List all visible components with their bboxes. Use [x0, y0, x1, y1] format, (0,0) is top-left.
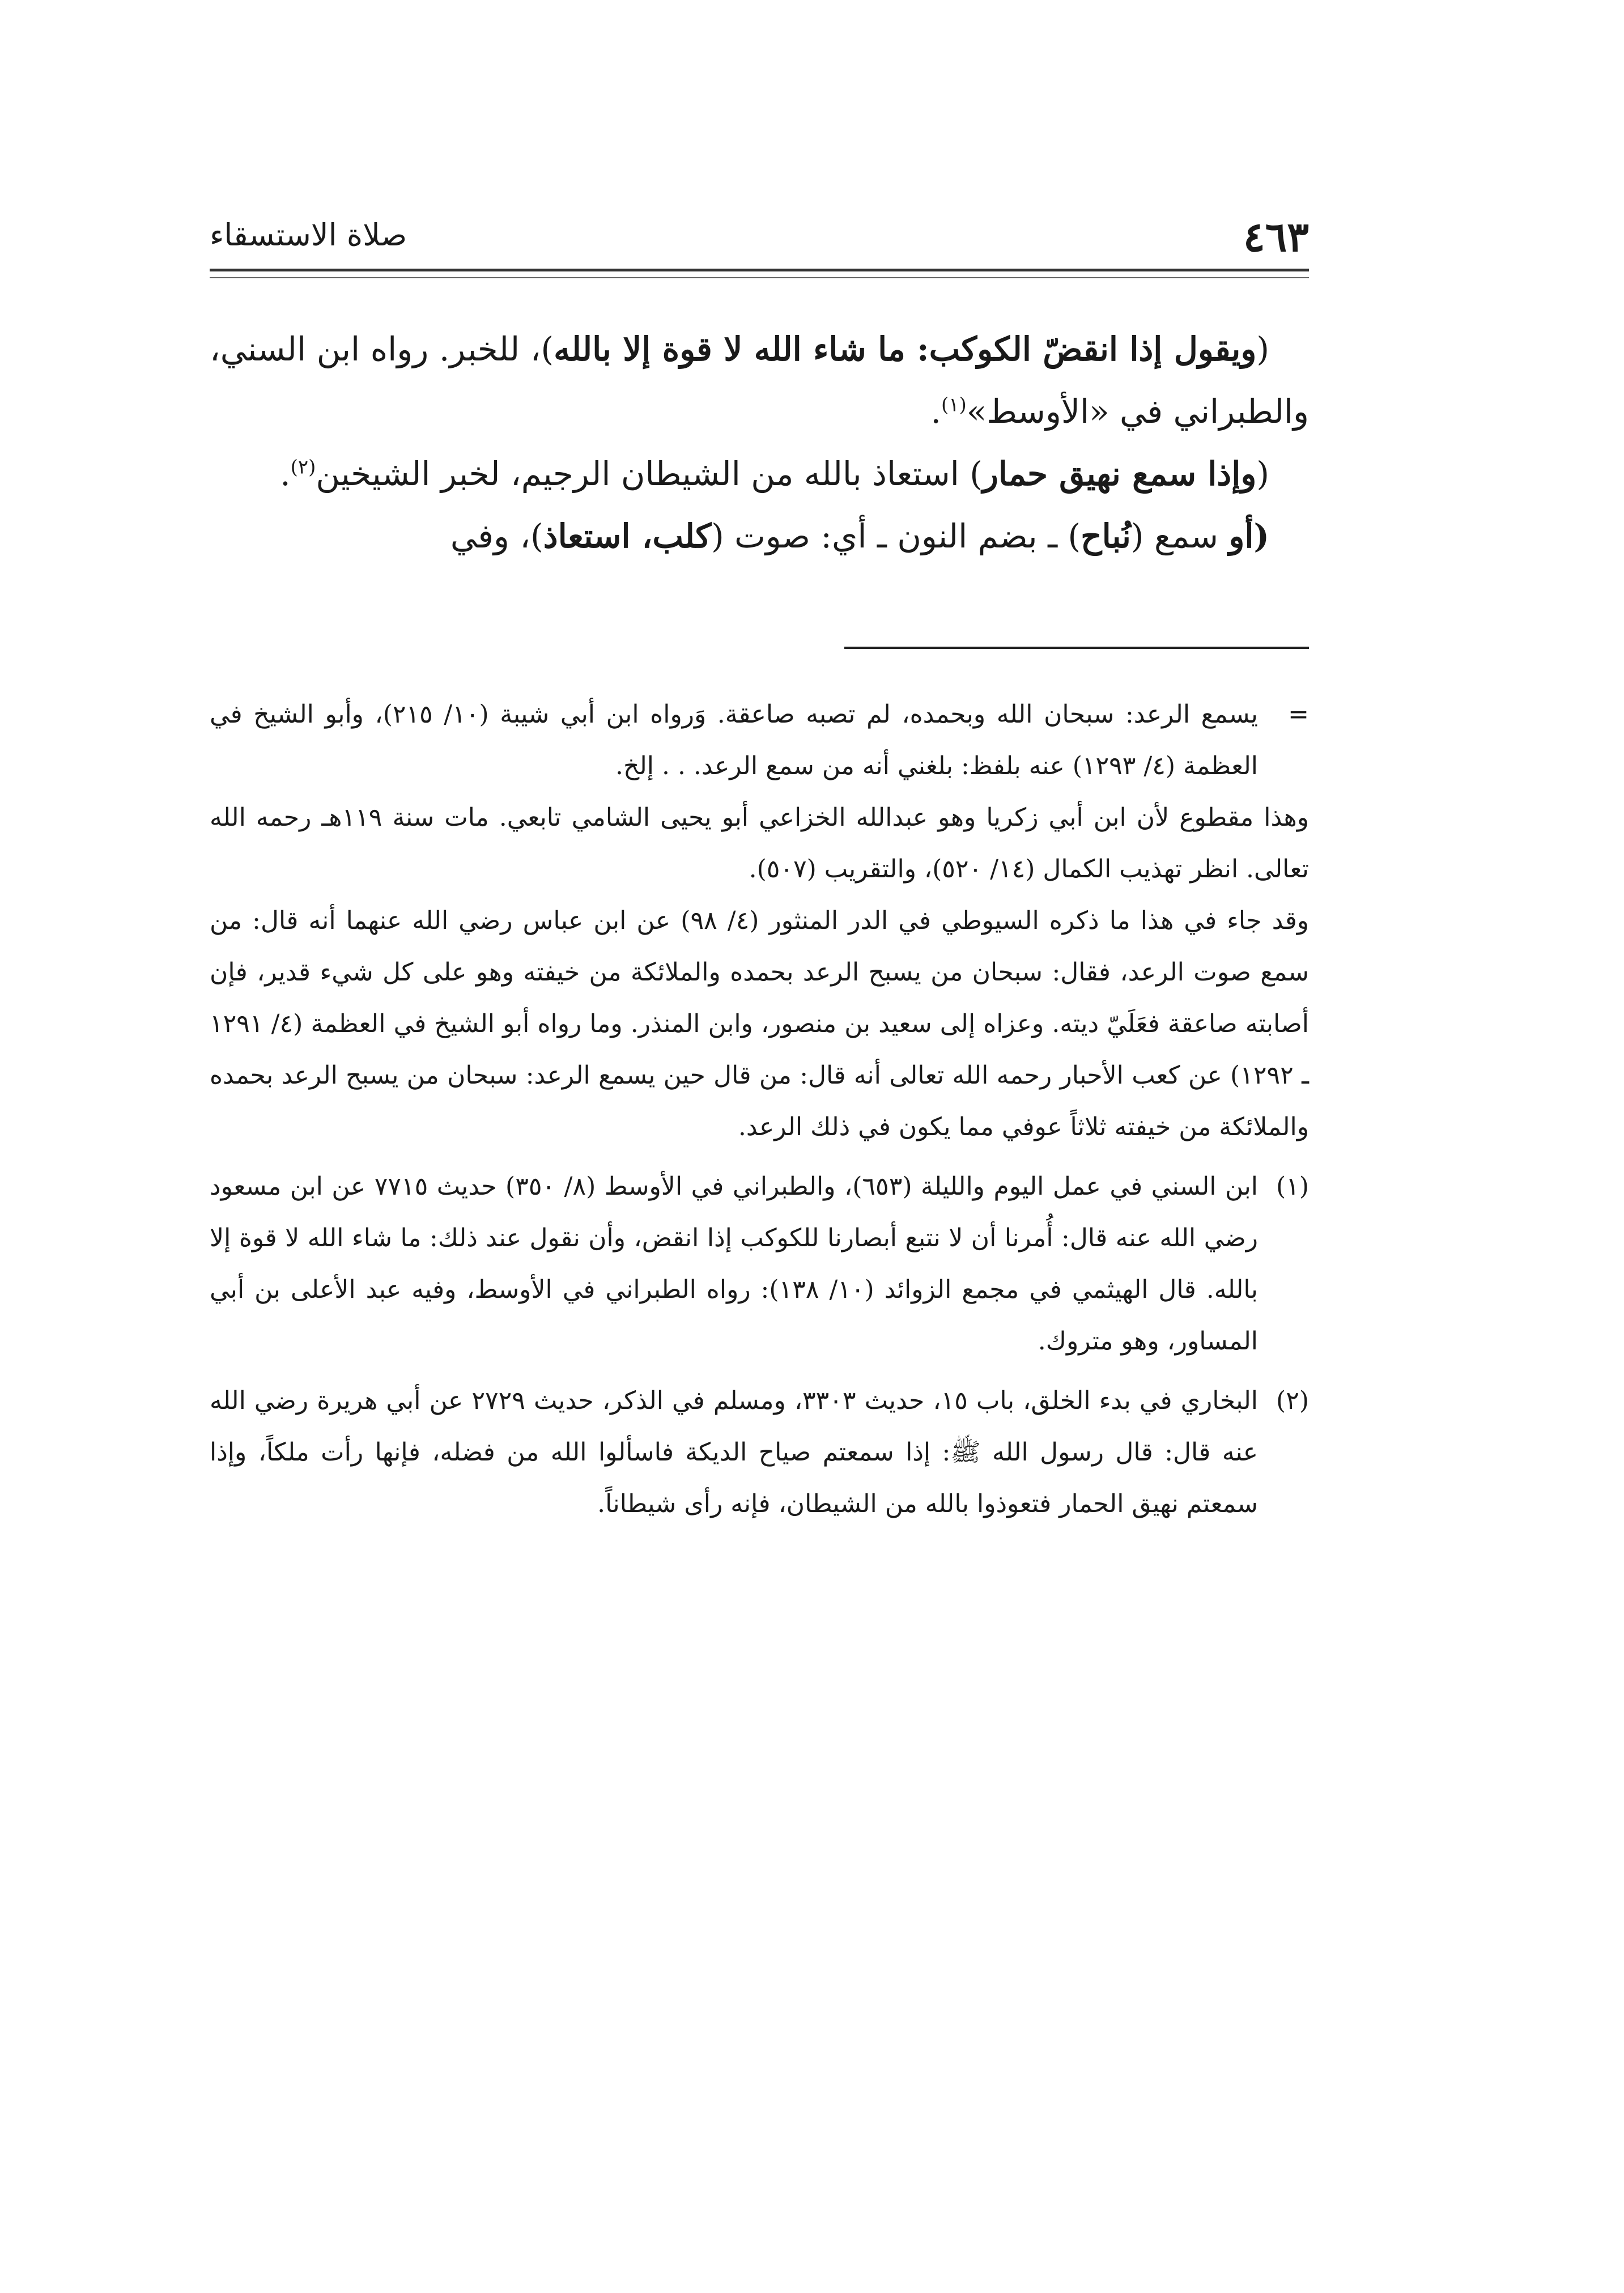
bold-phrase: وإذا سمع نهيق حمار [982, 455, 1257, 493]
footnote-ref-2[interactable]: (٢) [290, 456, 316, 479]
footnote-body [210, 1161, 1258, 1367]
header-rule [210, 269, 1309, 278]
page-number: ٤٦٣ [1243, 213, 1309, 261]
period: . [930, 392, 941, 431]
footnote-continuation [210, 689, 1309, 792]
continuation-marker: = [1288, 700, 1309, 729]
paragraph-text: ) ـ بضم النون ـ أي: صوت ( [711, 517, 1081, 555]
main-text [210, 318, 1309, 567]
footnote-1 [210, 1161, 1309, 1367]
footnote-text: البخاري في بدء الخلق، باب ١٥، حديث ٣٣٠٣، ومسلم في الذكر، حديث ٢٧٢٩ عن أبي هريرة رضي الله عنه قال: قال رسول الله ﷺ: إذا سمعتم صياح الديكة فاسألوا الله من فضله، فإنها رأت ملكاً، وإذا سمعتم نهيق الحمار فتعوذوا بالله من الشيطان، فإنه رأى شيطاناً. [210, 1386, 1259, 1518]
bold-phrase: (أو [1228, 517, 1269, 555]
bold-phrase: ويقول إذا انقضّ الكوكب: ما شاء الله لا قوة إلا بالله [554, 330, 1257, 368]
main-paragraph-3 [210, 505, 1309, 567]
main-paragraph-2 [210, 443, 1309, 505]
book-page [210, 204, 1309, 1530]
main-paragraph-1 [210, 318, 1309, 443]
paragraph-text: )، وفي [450, 517, 543, 555]
footnote-text: ابن السني في عمل اليوم والليلة (٦٥٣)، والطبراني في الأوسط (٨/ ٣٥٠) حديث ٧٧١٥ عن ابن مسعود رضي الله عنه قال: أُمرنا أن لا نتبع أبصارنا للكوكب إذا انقض، وأن نقول عند ذلك: ما شاء الله لا قوة إلا بالله. قال الهيثمي في مجمع الزوائد (١٠/ ١٣٨): رواه الطبراني في الأوسط، وفيه عبد الأعلى بن أبي المساور، وهو متروك. [210, 1172, 1259, 1356]
footnote-body [210, 1375, 1258, 1530]
footnote-2 [210, 1375, 1309, 1530]
period: . [280, 455, 291, 493]
page-header [210, 204, 1309, 266]
footnote-separator [844, 647, 1309, 649]
footnote-paragraph: وقد جاء في هذا ما ذكره السيوطي في الدر المنثور (٤/ ٩٨) عن ابن عباس رضي الله عنهما أنه قال: من سمع صوت الرعد، فقال: سبحان من يسبح الرعد بحمده والملائكة من خيفته وهو على كل شيء قدير، فإن أصابته صاعقة فعَلَيّ ديته. وعزاه إلى سعيد بن منصور، وابن المنذر. وما رواه أبو الشيخ في العظمة (٤/ ١٢٩١ ـ ١٢٩٢) عن كعب الأحبار رحمه الله تعالى أنه قال: من قال حين يسمع الرعد: سبحان من يسبح الرعد بحمده والملائكة من خيفته ثلاثاً عوفي مما يكون في ذلك الرعد. [210, 906, 1309, 1141]
running-title: صلاة الاستسقاء [210, 217, 407, 253]
bold-phrase: نُباح [1081, 517, 1131, 555]
paren-open: ( [1256, 455, 1269, 493]
bold-phrase: كلب، استعاذ [543, 517, 712, 555]
footnote-body [210, 689, 1258, 792]
paren-open: ( [1256, 330, 1269, 368]
paragraph-text: ) استعاذ بالله من الشيطان الرجيم، لخبر الشيخين [316, 455, 983, 493]
footnote-marker-1: (١) [1276, 1172, 1309, 1201]
paragraph-text: سمع ( [1130, 517, 1229, 555]
footnote-marker-2: (٢) [1276, 1386, 1309, 1415]
paragraph-text: )، للخبر. رواه ابن السني، والطبراني في «الأوسط» [210, 330, 1309, 431]
footnotes [210, 689, 1309, 1530]
footnote-ref-1[interactable]: (١) [941, 393, 967, 417]
footnote-text: يسمع الرعد: سبحان الله وبحمده، لم تصبه صاعقة. وَرواه ابن أبي شيبة (١٠/ ٢١٥)، وأبو الشيخ في العظمة (٤/ ١٢٩٣) عنه بلفظ: بلغني أنه من سمع الرعد. . . إلخ. [210, 700, 1259, 780]
footnote-paragraph: وهذا مقطوع لأن ابن أبي زكريا وهو عبدالله الخزاعي أبو يحيى الشامي تابعي. مات سنة ١١٩هـ رحمه الله تعالى. انظر تهذيب الكمال (١٤/ ٥٢٠)، والتقريب (٥٠٧). [210, 803, 1310, 884]
